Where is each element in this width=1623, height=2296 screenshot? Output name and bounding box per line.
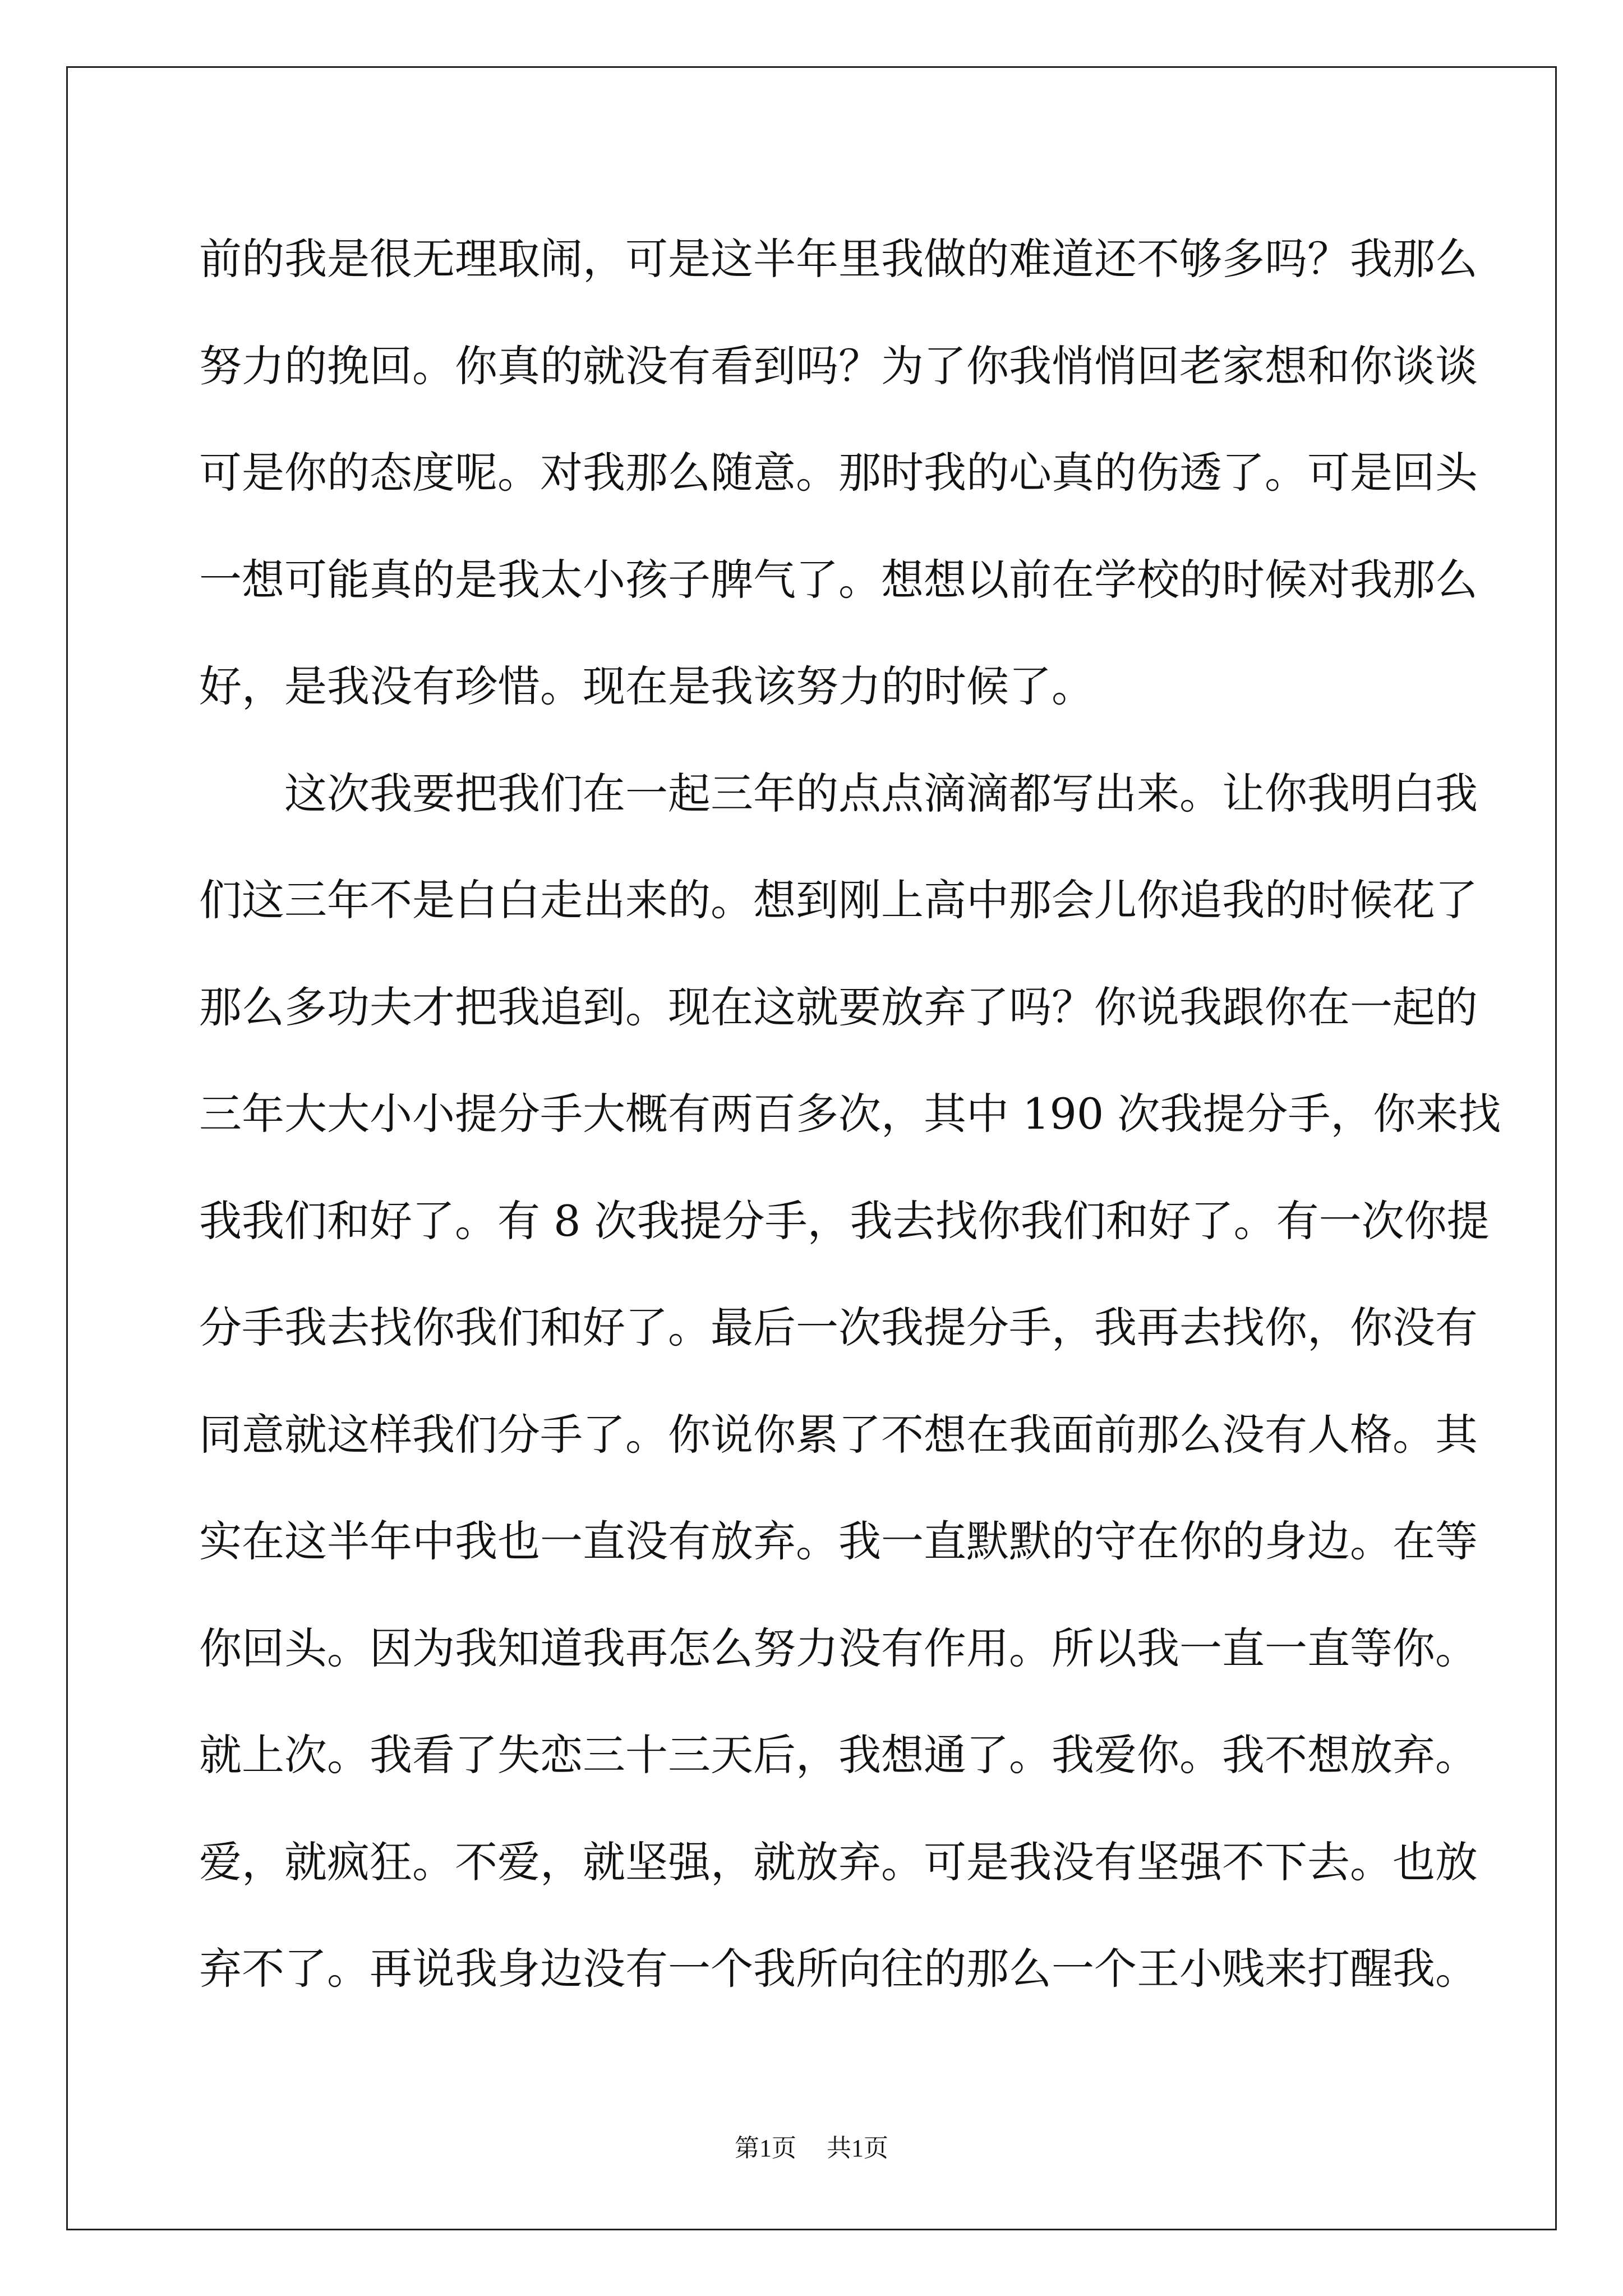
text-line: 弃不了。再说我身边没有一个我所向往的那么一个王小贱来打醒我。 [199,1944,1478,1994]
paragraph-first-line [199,740,1478,848]
text-line: 我我们和好了。有 8 次我提分手，我去找你我们和好了。有一次你提 [199,1195,1490,1246]
text-line: 分手我去找你我们和好了。最后一次我提分手，我再去找你，你没有 [199,1303,1478,1352]
text-line: 一想可能真的是我太小孩子脾气了。想想以前在学校的时候对我那么 [199,554,1478,605]
text-line: 可是你的态度呢。对我那么随意。那时我的心真的伤透了。可是回头 [199,448,1478,498]
text-line: 你回头。因为我知道我再怎么努力没有作用。所以我一直一直等你。 [199,1623,1478,1673]
page-number: 第1页 [735,2134,796,2162]
text-line: 爱，就疯狂。不爱，就坚强，就放弃。可是我没有坚强不下去。也放 [199,1837,1478,1887]
text-line: 这次我要把我们在一起三年的点点滴滴都写出来。让你我明白我 [284,768,1478,818]
text-line: 前的我是很无理取闹，可是这半年里我做的难道还不够多吗？我那么 [199,234,1478,284]
text-line: 努力的挽回。你真的就没有看到吗？为了你我悄悄回老家想和你谈谈 [199,341,1478,391]
text-line: 好，是我没有珍惜。现在是我该努力的时候了。 [199,661,1094,711]
document-body [199,206,1501,2023]
text-line: 们这三年不是白白走出来的。想到刚上高中那会儿你追我的时候花了 [199,875,1478,925]
text-line: 就上次。我看了失恋三十三天后，我想通了。我爱你。我不想放弃。 [199,1730,1478,1780]
text-line: 同意就这样我们分手了。你说你累了不想在我面前那么没有人格。其 [199,1409,1478,1460]
text-line: 三年大大小小提分手大概有两百多次，其中 190 次我提分手，你来找 [199,1089,1501,1139]
text-line: 实在这半年中我也一直没有放弃。我一直默默的守在你的身边。在等 [199,1516,1478,1566]
page-footer [0,2132,1623,2165]
text-line: 那么多功夫才把我追到。现在这就要放弃了吗？你说我跟你在一起的 [199,982,1478,1032]
page-total: 共1页 [827,2134,888,2162]
